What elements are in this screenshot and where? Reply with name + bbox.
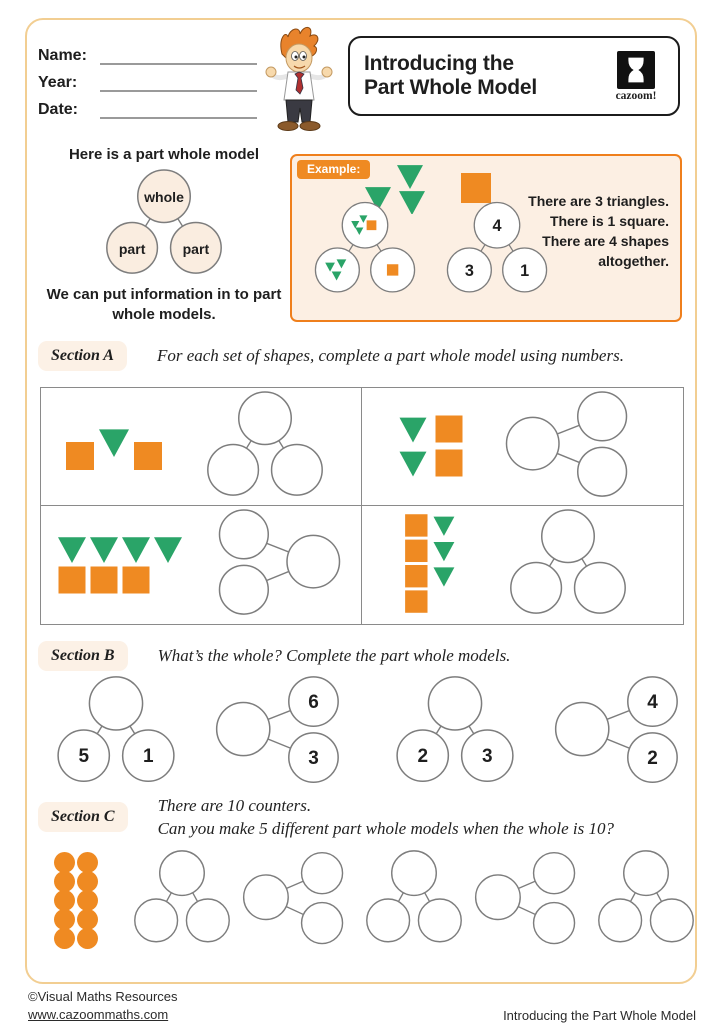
counter-dot [54,928,75,949]
counter-dot [54,890,75,911]
field-label: Name: [38,47,87,64]
copyright-text: ©Visual Maths Resources [28,989,178,1004]
counter-dot [54,871,75,892]
svg-text:3: 3 [308,747,320,769]
section-a-header [38,341,624,371]
counter-dot [77,852,98,873]
footer-left [28,988,178,1023]
table-cell-1 [41,388,362,506]
section-c-instruction-line2: Can you make 5 different part whole models when the whole is 10? [157,819,614,839]
field-label: Date: [38,101,79,118]
counters-group [54,852,100,947]
field-write-line[interactable] [100,45,257,65]
mascot-svg [258,24,342,136]
svg-text:1: 1 [142,746,154,768]
intro-section [36,146,292,326]
svg-text:2: 2 [647,747,658,769]
title-line2: Part Whole Model [364,76,537,99]
table-cell-2 [362,388,683,506]
counter-dot [77,909,98,930]
example-text-line: There is 1 square. [549,212,669,229]
counter-dot [54,909,75,930]
section-c-instruction [158,794,614,841]
model-b-2 [209,674,361,791]
model-c-3 [356,850,472,953]
model-b-4 [548,674,700,791]
counter-dot [77,928,98,949]
section-c-header [38,794,614,841]
header-field-row [38,92,257,119]
header-fields [38,38,257,119]
section-b-models [40,674,700,791]
model-b-1 [40,674,192,791]
cazoom-logo-text: cazoom! [615,89,657,102]
section-b-label: Section B [38,641,128,671]
table-cell-3 [41,506,362,624]
svg-text:3: 3 [464,261,474,280]
footer [28,988,696,1023]
table-cell-4 [362,506,683,624]
intro-heading: Here is a part whole model [68,146,260,163]
example-label: Example: [297,160,370,179]
example-text-line: There are 3 triangles. [528,193,669,209]
svg-text:1: 1 [520,261,530,280]
model-b-3 [379,674,531,791]
counter-dot [54,852,75,873]
model-c-5 [588,850,704,953]
shape-set-1 [62,418,174,476]
section-a-table [40,387,684,625]
shape-set-4 [402,512,459,618]
empty-model-4 [493,507,643,623]
cazoom-logo [608,51,664,102]
example-text-line: There are 4 shapes [542,232,669,249]
example-text-line: altogether. [598,252,669,269]
intro-part-whole-model [36,167,292,283]
counter-dot [77,890,98,911]
empty-model-1 [190,389,340,505]
model-c-2 [240,850,356,953]
header-field-row [38,65,257,92]
section-a-instruction: For each set of shapes, complete a part whole model using numbers. [156,346,624,365]
mascot-character-icon [258,24,342,141]
title-box [348,36,680,116]
svg-text:4: 4 [647,691,658,713]
svg-text:6: 6 [308,691,320,713]
field-write-line[interactable] [100,72,257,92]
empty-model-2 [499,389,649,505]
example-box [290,154,682,322]
header-field-row [38,38,257,65]
svg-text:5: 5 [78,746,90,768]
counter-dot [77,871,98,892]
section-a-label: Section A [38,341,127,371]
empty-model-3 [197,507,347,623]
section-b-header [38,641,510,671]
footer-worksheet-title: Introducing the Part Whole Model [503,1008,696,1024]
cazoom-logo-icon [617,51,655,89]
intro-caption: We can put information in to part whole models. [46,286,282,324]
section-c-instruction-line1: There are 10 counters. [157,796,312,815]
section-c-label: Section C [38,802,128,832]
model-c-4 [472,850,588,953]
title-line1: Introducing the [364,51,514,75]
website-link[interactable]: www.cazoommaths.com [28,1006,169,1022]
shape-set-2 [396,412,470,482]
shape-set-3 [55,533,189,597]
svg-text:4: 4 [492,217,502,236]
svg-text:3: 3 [481,746,493,768]
field-label: Year: [38,74,78,91]
svg-text:2: 2 [417,746,428,768]
svg-text:part: part [118,240,146,257]
example-shape-model [300,200,430,301]
example-text [519,192,669,272]
field-write-line[interactable] [100,99,257,119]
worksheet-title [364,52,537,100]
model-c-1 [124,850,240,953]
svg-text:part: part [182,240,210,257]
section-b-instruction: What’s the whole? Complete the part whole models. [157,646,511,665]
svg-text:whole: whole [144,189,184,206]
section-c-models [124,850,700,953]
